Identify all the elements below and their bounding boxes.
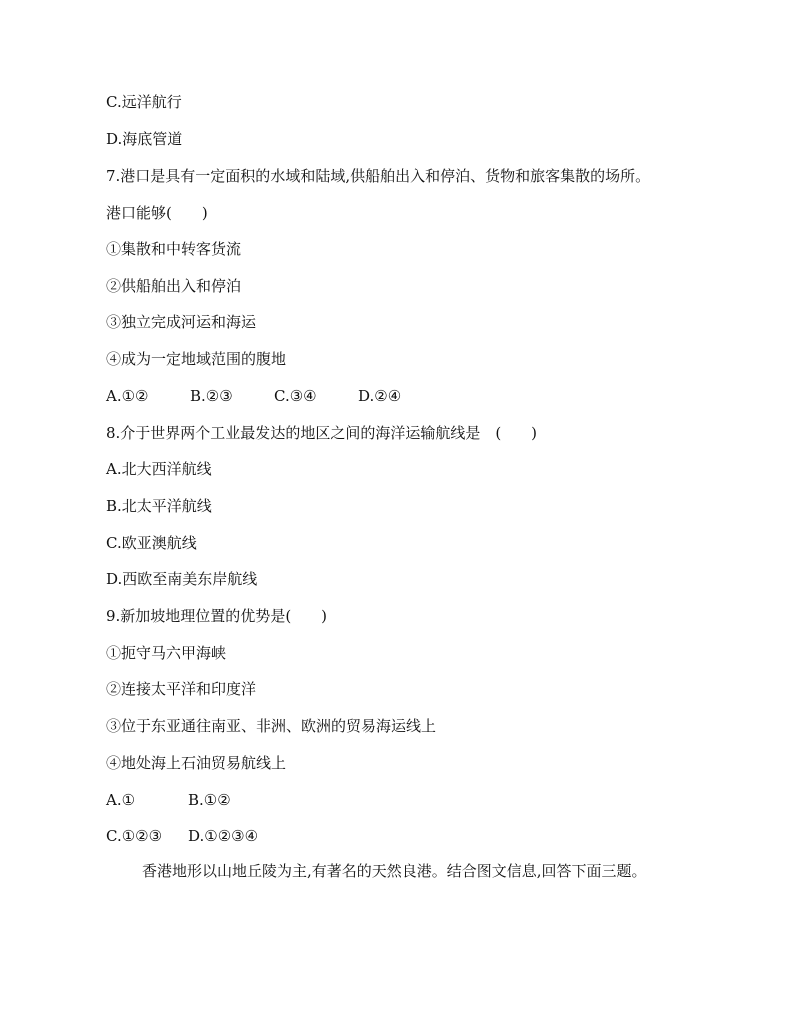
q8-option-c: C.欧亚澳航线 (106, 534, 197, 552)
q7-option-d: D.②④ (358, 387, 402, 405)
q9-item-3: ③位于东亚通往南亚、非洲、欧洲的贸易海运线上 (106, 717, 437, 735)
q9-option-a: A.① (106, 791, 136, 809)
q9-item-1: ①扼守马六甲海峡 (106, 644, 227, 662)
q7-option-c: C.③④ (274, 387, 317, 405)
q7-item-4: ④成为一定地域范围的腹地 (106, 350, 287, 368)
q8-option-d: D.西欧至南美东岸航线 (106, 570, 258, 588)
q7-stem: 7.港口是具有一定面积的水域和陆域,供船舶出入和停泊、货物和旅客集散的场所。 (106, 167, 651, 185)
q9-option-c: C.①②③ (106, 827, 163, 845)
q7-option-a: A.①② (106, 387, 149, 405)
q9-item-2: ②连接太平洋和印度洋 (106, 680, 257, 698)
q8-option-a: A.北大西洋航线 (106, 460, 212, 478)
q8-stem: 8.介于世界两个工业最发达的地区之间的海洋运输航线是 ( ) (106, 424, 538, 442)
q6-option-d: D.海底管道 (106, 130, 183, 148)
q7-stem-continued: 港口能够( ) (106, 204, 208, 222)
q9-option-b: B.①② (188, 791, 231, 809)
q8-option-b: B.北太平洋航线 (106, 497, 212, 515)
q7-options (106, 386, 401, 406)
q7-option-b: B.②③ (190, 387, 233, 405)
q7-item-1: ①集散和中转客货流 (106, 240, 242, 258)
q9-stem: 9.新加坡地理位置的优势是( ) (106, 607, 328, 625)
q7-item-2: ②供船舶出入和停泊 (106, 277, 242, 295)
q7-item-3: ③独立完成河运和海运 (106, 313, 257, 331)
next-section-intro: 香港地形以山地丘陵为主,有著名的天然良港。结合图文信息,回答下面三题。 (142, 862, 647, 880)
q9-options-row2 (106, 826, 258, 846)
q9-item-4: ④地处海上石油贸易航线上 (106, 754, 287, 772)
q9-option-d: D.①②③④ (188, 827, 259, 845)
q9-options-row1 (106, 790, 231, 810)
q6-option-c: C.远洋航行 (106, 93, 182, 111)
